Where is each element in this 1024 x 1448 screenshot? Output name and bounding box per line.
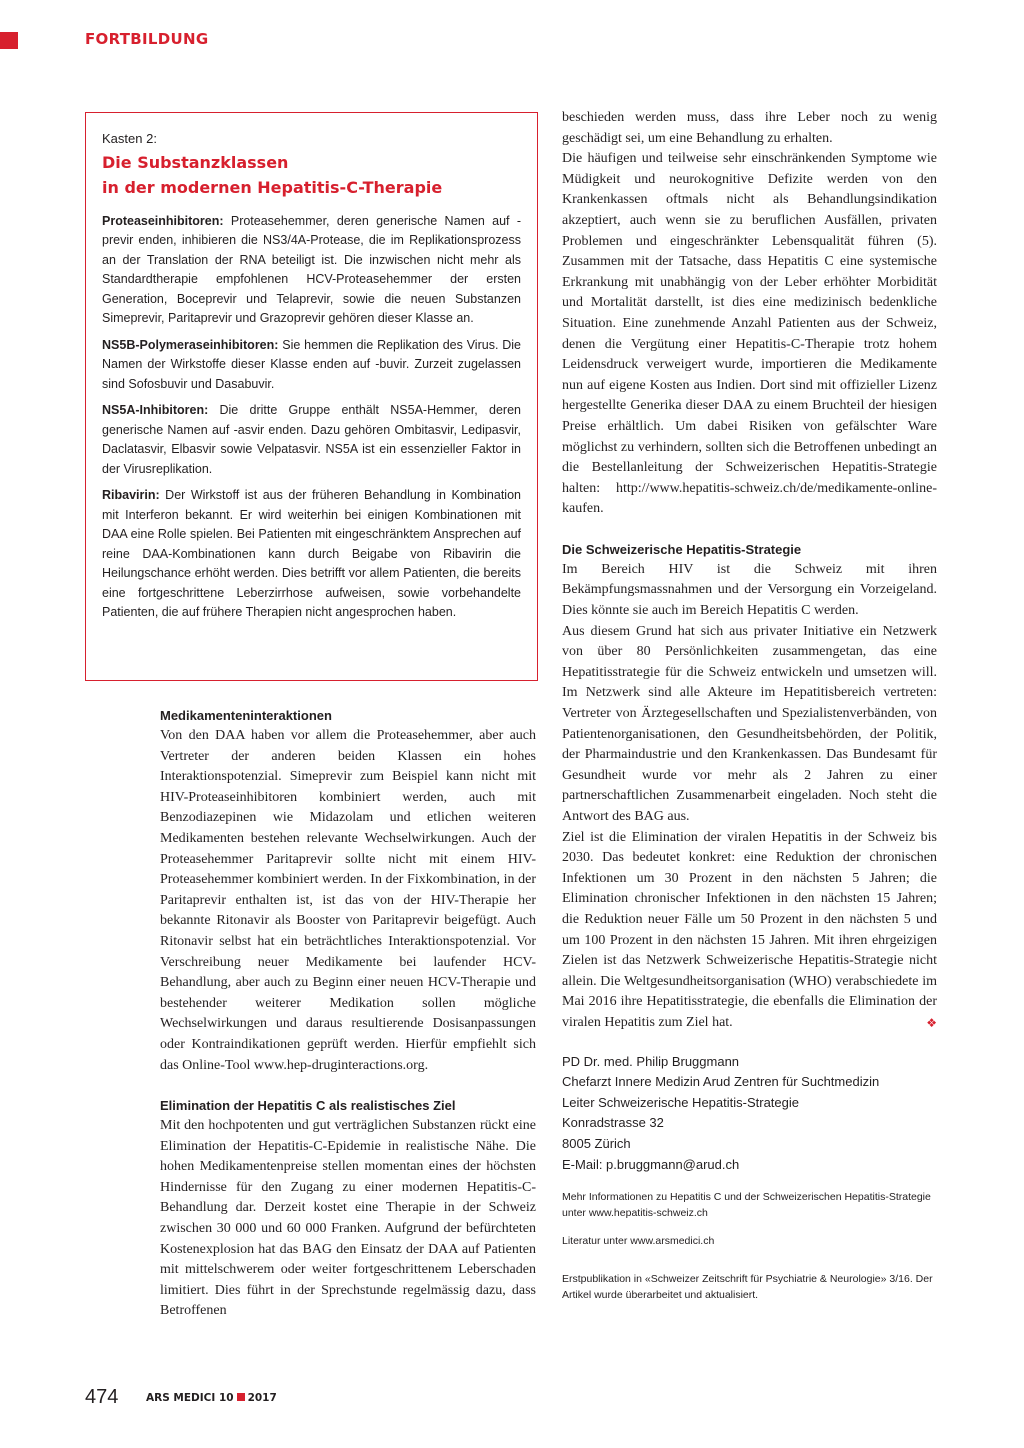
- info-note: Mehr Informationen zu Hepatitis C und der Schweizerischen Hepatitis-Strategie unter www.hepatitis-schweiz.ch: [562, 1191, 931, 1220]
- paragraph: beschieden werden muss, dass ihre Leber noch zu wenig geschädigt sei, um eine Behandlung zu erhalten.: [562, 110, 937, 146]
- section-label: FORTBILDUNG: [85, 30, 209, 48]
- page-number: 474: [85, 1386, 119, 1408]
- box-title: [102, 150, 521, 200]
- footer-square-icon: [237, 1393, 245, 1401]
- heading-interactions: Medikamenteninteraktionen: [160, 708, 332, 723]
- paragraph: Im Bereich HIV ist die Schweiz mit ihren Bekämpfungsmassnahmen und der Versorgung ein Vorzeigeland. Dies könnte sie auch im Bereich Hepatitis C werden.: [562, 561, 937, 619]
- paragraph: Von den DAA haben vor allem die Proteasehemmer, aber auch Vertreter der anderen beiden Klassen ein hohes Interaktionspotenzial. Simeprevir zum Beispiel kann nicht mit HIV-Proteaseinhibitoren kombiniert werden, auch mit Benzodiazepinen wie Midazolam und etlichen weiteren Medikamenten bestehen relevante Wechselwirkungen. Auch der Proteasehemmer Paritaprevir sollte nicht mit einem HIV-Proteasehemmer kombiniert werden. In der Fixkombination, in der Paritaprevir enthalten ist, ist das von der HIV-Therapie her bekannte Ritonavir als Booster von Paritaprevir beigefügt. Auch Ritonavir selbst hat ein beträchtliches Interaktionspotenzial. Vor Verschreibung neuer Medikamente bei laufender HCV-Behandlung, aber auch zu Beginn einer neuen HCV-Therapie und bestehender weiterer Medikation sollen mögliche Wechselwirkungen und daraus resultierende Dosisanpassungen oder Kontraindikationen geprüft werden. Hierfür empfiehlt sich das Online-Tool www.hep-druginteractions.org.: [160, 728, 536, 1073]
- box-item-term: NS5B-Polymeraseinhibitoren:: [102, 337, 279, 352]
- box-item: [102, 401, 521, 479]
- paragraph: Mit den hochpotenten und gut verträglichen Substanzen rückt eine Elimination der Hepatitis-C-Epidemie in realistische Nähe. Die hohen Medikamentenpreise stellen momentan eines der höchsten Hindernisse für den Zugang zu einer modernen Hepatitis-C-Behandlung dar. Derzeit kostet eine Therapie in der Schweiz zwischen 30 000 und 60 000 Franken. Aufgrund der befürchteten Kostenexplosion hat das BAG den Einsatz der DAA auf Patienten mit mittelschwerem oder weiter fortgeschrittenem Leberschaden limitiert. Dies führt in der Sprechstunde regelmässig dazu, dass Betroffenen: [160, 1118, 536, 1319]
- box-item-term: Ribavirin:: [102, 488, 160, 502]
- heading-elimination: Elimination der Hepatitis C als realistisches Ziel: [160, 1098, 456, 1114]
- box-item: [102, 486, 521, 623]
- box-kicker: Kasten 2:: [102, 131, 157, 146]
- box-item-text: Der Wirkstoff ist aus der früheren Behandlung in Kombination mit Interferon bekannt. Er wird weiterhin bei einigen Kombinationen mit DAA eine Rolle spielen. Bei Patienten mit eingeschränktem Ansprechen auf reine DAA-Kombinationen kann durch Beigabe von Ribavirin die Heilungschance erhöht werden. Dies betrifft vor allem Patienten, die bereits eine fortgeschrittene Leberzirrhose aufweisen, sowie vorbehandelte Patienten, die auf frühere Therapien nicht angesprochen haben.: [102, 488, 521, 619]
- magazine-year: 2017: [247, 1392, 277, 1404]
- author-line: Konradstrasse 32: [562, 1115, 664, 1131]
- magazine-name: ARS MEDICI 10: [146, 1392, 234, 1404]
- right-column: [562, 108, 937, 1303]
- end-mark-icon: ❖: [926, 1015, 937, 1030]
- author-email: E-Mail: p.bruggmann@arud.ch: [562, 1156, 740, 1172]
- info-box: [85, 112, 538, 681]
- box-title-line: Die Substanzklassen: [102, 152, 289, 172]
- box-item: [102, 336, 521, 395]
- section-marker: [0, 32, 18, 49]
- author-block: [562, 1052, 937, 1176]
- box-item-text: Die dritte Gruppe enthält NS5A-Hemmer, deren generische Namen auf -asvir enden. Dazu gehören Ombitasvir, Ledipasvir, Daclatasvir, Elbasvir sowie Velpatasvir. NS5A ist ein essenzieller Faktor in der Virusreplikation.: [102, 403, 521, 476]
- author-line: Leiter Schweizerische Hepatitis-Strategie: [562, 1094, 799, 1110]
- box-item-term: NS5A-Inhibitoren:: [102, 403, 209, 417]
- magazine-footer: [146, 1392, 277, 1404]
- publication-note: Erstpublikation in «Schweizer Zeitschrift für Psychiatrie & Neurologie» 3/16. Der Artikel wurde überarbeitet und aktualisiert.: [562, 1273, 933, 1302]
- box-title-line: in der modernen Hepatitis-C-Therapie: [102, 177, 443, 197]
- author-line: 8005 Zürich: [562, 1135, 631, 1151]
- box-item: [102, 212, 521, 329]
- paragraph: Die häufigen und teilweise sehr einschränkenden Symptome wie Müdigkeit und neurokognitive Defizite werden von den Krankenkassen oftmals nicht als Behandlungsindikation akzeptiert, auch wenn sie zu beruflichen Ausfällen, privaten Problemen und eingeschränkter Lebensqualität führen (5). Zusammen mit der Tatsache, dass Hepatitis C eine systemische Erkrankung mit unabhängig von der Leber erhöhter Morbidität und Mortalität darstellt, ist dies eine medizinisch bedenkliche Situation. Eine zunehmende Anzahl Patienten aus der Schweiz, denen die Vergütung einer Hepatitis-C-Therapie trotz hohem Leidensdruck verweigert wurde, importieren die Medikamente nun auf eigene Kosten aus Indien. Dort sind mit offizieller Lizenz hergestellte Generika dieser DAA zu einem Bruchteil der hiesigen Preise erhältlich. Um dabei Risiken von gefälschter Ware möglichst zu verhindern, sollten sich die Betroffenen unbedingt an die Bestellanleitung der Schweizerischen Hepatitis-Strategie halten: http://www.hepatitis-schweiz.ch/de/medikamente-online-kaufen.: [562, 151, 937, 517]
- paragraph-text: Ziel ist die Elimination der viralen Hepatitis in der Schweiz bis 2030. Das bedeutet konkret: eine Reduktion der chronischen Infektionen um 30 Prozent in den nächsten 5 Jahren; die Elimination chronischer Infektionen in den nächsten 15 Jahren; die Reduktion neuer Fälle um 50 Prozent in den nächsten 5 und um 100 Prozent in den nächsten 15 Jahren. Mit ihren ehrgeizigen Zielen ist das Netzwerk Schweizerische Hepatitis-Strategie nicht allein. Die Weltgesundheitsorganisation (WHO) verabschiedete im Mai 2016 ihre Hepatitisstrategie, die ebenfalls die Elimination der viralen Hepatitis zum Ziel hat.: [562, 829, 937, 1030]
- author-line: Chefarzt Innere Medizin Arud Zentren für Suchtmedizin: [562, 1074, 880, 1090]
- box-item-text: Sie hemmen die Replikation des Virus. Die Namen der Wirkstoffe dieser Klasse enden auf -buvir. Zurzeit zugelassen sind Sofosbuvir und Dasabuvir.: [102, 337, 521, 391]
- box-item-text: Proteasehemmer, deren generische Namen auf -previr enden, inhibieren die NS3/4A-Protease, die im Replikationsprozess an der Translation der RNA beteiligt ist. Die inzwischen nicht mehr als Standardtherapie empfohlenen HCV-Proteasehemmer der ersten Generation, Boceprevir und Telaprevir, sowie die neuen Substanzen Simeprevir, Paritaprevir und Grazoprevir gehören dieser Klasse an.: [102, 213, 521, 325]
- box-item-term: Proteaseinhibitoren:: [102, 213, 224, 228]
- heading-strategy: Die Schweizerische Hepatitis-Strategie: [562, 541, 802, 557]
- paragraph: Aus diesem Grund hat sich aus privater Initiative ein Netzwerk von über 80 Persönlichkeiten zusammengetan, das eine Hepatitisstrategie für die Schweiz entwickeln und umsetzen will. Im Netzwerk sind alle Akteure im Hepatitisbereich vertreten: Vertreter von Ärztegesellschaften und Spezialistenverbänden, von Patientenorganisationen, den Gesundheitsbehörden, der Politik, der Pharmaindustrie und den Krankenkassen. Das Bundesamt für Gesundheit wurde vor mehr als 2 Jahren zu einer partnerschaftlichen Zusammenarbeit eingeladen. Noch steht die Antwort des BAG aus.: [562, 623, 937, 824]
- paragraph: [562, 828, 937, 1034]
- literature-note: Literatur unter www.arsmedici.ch: [562, 1235, 715, 1248]
- author-name: PD Dr. med. Philip Bruggmann: [562, 1053, 740, 1069]
- left-column: [160, 706, 536, 1322]
